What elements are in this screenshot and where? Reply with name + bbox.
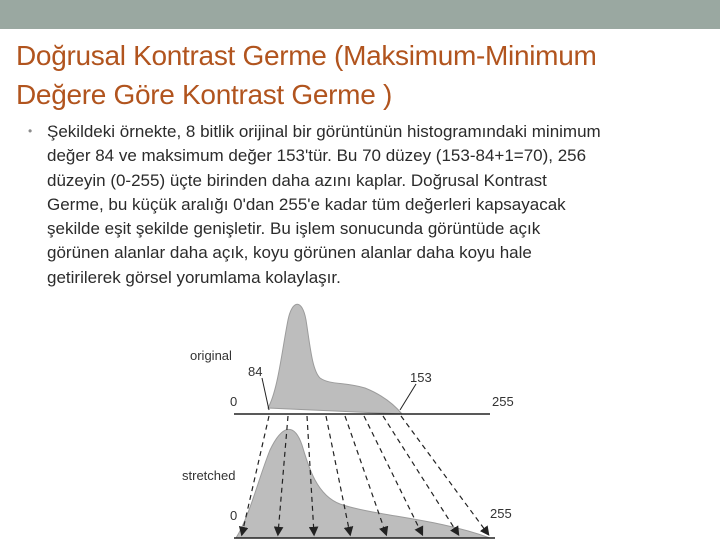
bullet-line: şekilde eşit şekilde genişletir. Bu işlem sonucunda görüntüde açık (47, 219, 541, 239)
top-bar (0, 0, 720, 29)
label-255-bottom: 255 (490, 506, 512, 521)
bullet-line: getirilerek görsel yorumlama kolaylaşır. (47, 267, 341, 287)
bullet-line: düzeyin (0-255) üçte birinden daha azını kaplar. Doğrusal Kontrast (47, 170, 547, 190)
label-255-top: 255 (492, 394, 514, 409)
label-min: 84 (248, 364, 263, 379)
label-zero-bottom: 0 (230, 508, 238, 523)
title-line-1: Doğrusal Kontrast Germe (Maksimum-Minimum (16, 40, 597, 71)
mapping-arrow (401, 416, 488, 534)
bullet-icon: • (28, 124, 33, 138)
bullet-line: görünen alanlar daha açık, koyu görünen alanlar daha koyu hale (47, 243, 532, 263)
bullet-line: Şekildeki örnekte, 8 bitlik orijinal bir görüntünün histogramındaki minimum (47, 122, 601, 141)
bullet-line: Germe, bu küçük aralığı 0'dan 255'e kadar tüm değerleri kapsayacak (47, 194, 566, 214)
slide-title (16, 36, 716, 114)
stretched-histogram (236, 429, 490, 538)
label-stretched: stretched (182, 468, 236, 483)
max-pointer (400, 384, 416, 410)
min-pointer (262, 378, 269, 410)
bullet-line: değer 84 ve maksimum değer 153'tür. Bu 70 düzey (153-84+1=70), 256 (47, 146, 587, 166)
original-histogram (268, 304, 402, 414)
label-zero-top: 0 (230, 394, 238, 409)
bullet-paragraph (47, 120, 707, 290)
title-line-2: Değere Göre Kontrast Germe ) (16, 79, 392, 110)
label-max: 153 (410, 370, 432, 385)
contrast-stretch-diagram (170, 290, 530, 540)
label-original: original (190, 348, 232, 363)
